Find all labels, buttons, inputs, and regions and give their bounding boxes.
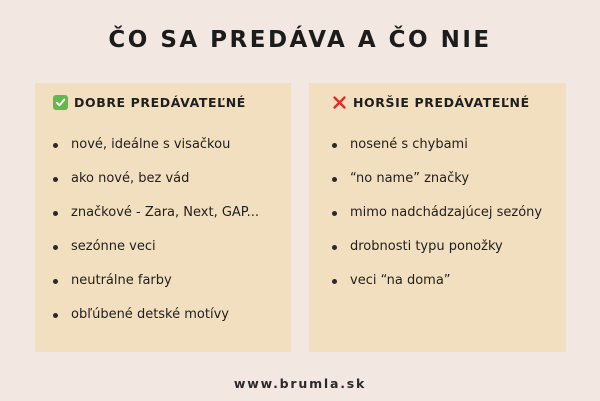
- bullet-icon: [53, 177, 58, 182]
- footer-website: www.brumla.sk: [233, 376, 367, 391]
- list-item: [332, 239, 542, 273]
- check-icon: [53, 95, 68, 110]
- bad-sellers-card: [309, 83, 566, 352]
- good-sellers-card: [35, 83, 291, 352]
- list-item-label: sezónne veci: [71, 239, 156, 254]
- list-item-label: veci “na doma”: [350, 273, 451, 288]
- bullet-icon: [332, 143, 337, 148]
- bullet-icon: [332, 245, 337, 250]
- list-item: [53, 273, 259, 307]
- bad-sellers-list: [332, 137, 542, 307]
- good-sellers-header: [53, 95, 246, 110]
- bullet-icon: [53, 143, 58, 148]
- list-item-label: nosené s chybami: [350, 137, 468, 152]
- list-item: [53, 137, 259, 171]
- bullet-icon: [332, 177, 337, 182]
- list-item: [53, 205, 259, 239]
- bad-sellers-header: [332, 95, 530, 110]
- bad-sellers-header-label: HORŠIE PREDÁVATEĽNÉ: [353, 95, 530, 110]
- bullet-icon: [53, 279, 58, 284]
- good-sellers-header-label: DOBRE PREDÁVATEĽNÉ: [74, 95, 246, 110]
- cross-icon: [332, 95, 347, 110]
- list-item: [332, 205, 542, 239]
- bullet-icon: [332, 279, 337, 284]
- list-item-label: “no name” značky: [350, 171, 470, 186]
- bullet-icon: [53, 245, 58, 250]
- bullet-icon: [53, 211, 58, 216]
- list-item: [53, 307, 259, 341]
- list-item: [53, 171, 259, 205]
- list-item: [332, 137, 542, 171]
- list-item: [53, 239, 259, 273]
- good-sellers-list: [53, 137, 259, 341]
- bullet-icon: [332, 211, 337, 216]
- list-item: [332, 273, 542, 307]
- list-item-label: značkové - Zara, Next, GAP...: [71, 205, 260, 220]
- list-item-label: mimo nadchádzajúcej sezóny: [350, 205, 543, 220]
- list-item-label: neutrálne farby: [71, 273, 172, 288]
- bullet-icon: [53, 313, 58, 318]
- list-item-label: drobnosti typu ponožky: [350, 239, 503, 254]
- page-title: ČO SA PREDÁVA A ČO NIE: [108, 27, 492, 53]
- list-item-label: nové, ideálne s visačkou: [71, 137, 231, 152]
- list-item-label: ako nové, bez vád: [71, 171, 190, 186]
- list-item-label: obľúbené detské motívy: [71, 307, 229, 322]
- list-item: [332, 171, 542, 205]
